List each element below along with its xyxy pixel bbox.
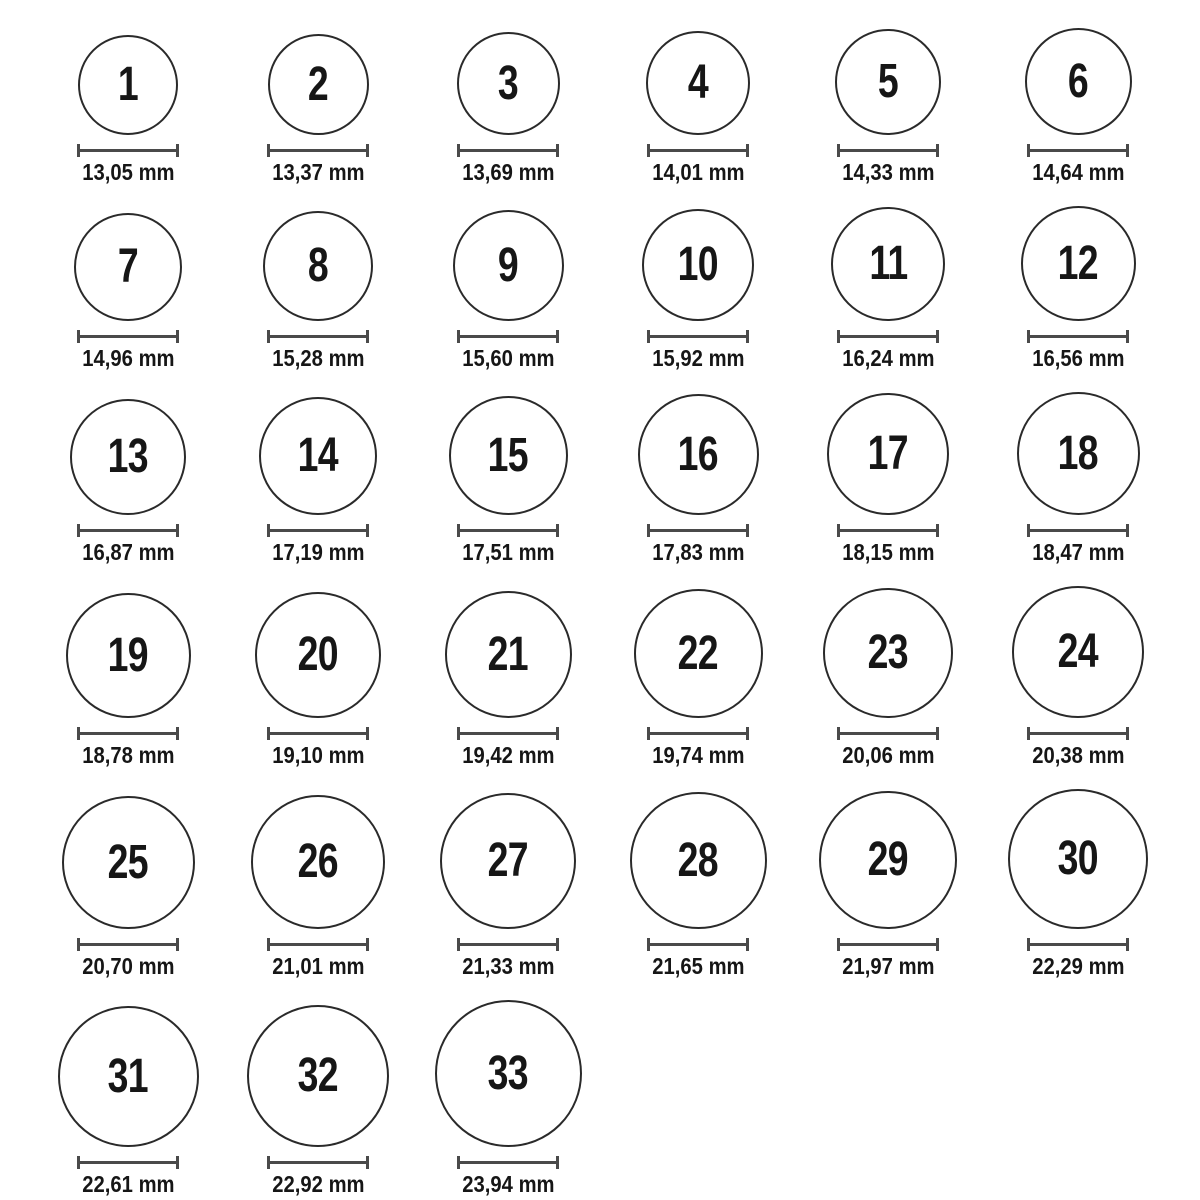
measure-bar <box>1027 529 1129 532</box>
measure-tick-left <box>837 144 840 157</box>
measure-tick-left <box>647 727 650 740</box>
measure-tick-right <box>366 524 369 537</box>
measure-bar <box>77 149 179 152</box>
diameter-label: 14,01 mm <box>651 159 745 185</box>
diameter-measure-line <box>647 938 749 951</box>
diameter-label: 21,65 mm <box>651 953 745 979</box>
ring-size-number: 7 <box>117 240 139 293</box>
measure-tick-left <box>1027 524 1030 537</box>
diameter-label: 15,60 mm <box>461 345 555 371</box>
ring-size-cell <box>33 1006 223 1196</box>
measure-tick-right <box>936 144 939 157</box>
diameter-measure-line <box>1027 144 1129 157</box>
diameter-measure-line <box>1027 938 1129 951</box>
ring-size-number: 13 <box>107 430 149 483</box>
diameter-label: 14,96 mm <box>81 345 175 371</box>
diameter-measure-line <box>77 727 179 740</box>
diameter-measure-line <box>267 524 369 537</box>
measure-tick-left <box>647 524 650 537</box>
ring-circle <box>259 397 377 515</box>
ring-circle <box>449 396 568 515</box>
ring-size-cell <box>223 397 413 564</box>
measure-tick-right <box>176 1156 179 1169</box>
diameter-label: 22,29 mm <box>1031 953 1125 979</box>
ring-size-number: 33 <box>487 1046 529 1100</box>
measure-tick-right <box>1126 938 1129 951</box>
measure-tick-right <box>1126 330 1129 343</box>
diameter-label: 13,05 mm <box>81 159 175 185</box>
ring-size-cell <box>33 593 223 767</box>
diameter-label: 14,33 mm <box>841 159 935 185</box>
measure-tick-right <box>936 938 939 951</box>
ring-size-number: 9 <box>497 238 519 292</box>
ring-size-number: 27 <box>487 834 529 887</box>
diameter-label: 16,56 mm <box>1031 345 1125 371</box>
measure-bar <box>267 529 369 532</box>
diameter-measure-line <box>647 144 749 157</box>
ring-size-cell <box>223 34 413 184</box>
diameter-label: 17,19 mm <box>271 539 365 565</box>
ring-size-number: 32 <box>297 1049 339 1102</box>
ring-size-number: 26 <box>297 835 339 888</box>
measure-tick-right <box>366 938 369 951</box>
measure-tick-left <box>457 727 460 740</box>
ring-circle <box>263 211 373 321</box>
ring-size-cell <box>793 588 983 767</box>
measure-tick-left <box>837 938 840 951</box>
diameter-measure-line <box>457 144 559 157</box>
ring-circle <box>835 29 941 135</box>
ring-size-cell <box>983 789 1173 978</box>
measure-tick-left <box>267 144 270 157</box>
measure-bar <box>647 732 749 735</box>
diameter-label: 17,83 mm <box>651 539 745 565</box>
measure-tick-left <box>77 330 80 343</box>
measure-bar <box>837 732 939 735</box>
ring-size-number: 30 <box>1057 832 1099 885</box>
measure-tick-right <box>936 727 939 740</box>
ring-circle <box>70 399 186 515</box>
ring-size-number: 19 <box>107 628 149 682</box>
ring-size-number: 24 <box>1057 625 1099 678</box>
diameter-measure-line <box>647 330 749 343</box>
measure-tick-right <box>936 330 939 343</box>
diameter-label: 17,51 mm <box>461 539 555 565</box>
measure-bar <box>647 335 749 338</box>
measure-tick-left <box>77 727 80 740</box>
measure-tick-right <box>746 727 749 740</box>
diameter-measure-line <box>457 1156 559 1169</box>
diameter-label: 14,64 mm <box>1031 159 1125 185</box>
ring-size-number: 4 <box>687 56 709 109</box>
ring-circle <box>247 1005 389 1147</box>
ring-size-cell <box>223 592 413 767</box>
measure-tick-left <box>457 144 460 157</box>
measure-tick-right <box>556 524 559 537</box>
diameter-measure-line <box>77 1156 179 1169</box>
measure-bar <box>647 149 749 152</box>
chart-row <box>33 206 1200 370</box>
ring-size-cell <box>793 29 983 184</box>
ring-size-number: 18 <box>1057 426 1099 480</box>
measure-tick-right <box>1126 144 1129 157</box>
ring-circle <box>1017 392 1140 515</box>
measure-tick-right <box>176 144 179 157</box>
ring-circle <box>819 791 957 929</box>
diameter-measure-line <box>457 938 559 951</box>
measure-tick-right <box>1126 727 1129 740</box>
ring-circle <box>1021 206 1136 321</box>
diameter-measure-line <box>837 524 939 537</box>
measure-bar <box>457 335 559 338</box>
measure-tick-right <box>556 144 559 157</box>
diameter-label: 22,92 mm <box>271 1171 365 1197</box>
ring-size-number: 8 <box>307 239 329 292</box>
measure-bar <box>647 943 749 946</box>
ring-size-cell <box>603 589 793 767</box>
ring-size-cell <box>603 394 793 564</box>
measure-tick-left <box>837 330 840 343</box>
diameter-label: 20,70 mm <box>81 953 175 979</box>
measure-tick-left <box>267 1156 270 1169</box>
measure-bar <box>457 149 559 152</box>
measure-tick-right <box>176 727 179 740</box>
ring-circle <box>58 1006 199 1147</box>
measure-bar <box>837 335 939 338</box>
diameter-label: 21,97 mm <box>841 953 935 979</box>
diameter-label: 20,38 mm <box>1031 742 1125 768</box>
ring-size-cell <box>413 210 603 370</box>
ring-size-cell <box>223 1005 413 1196</box>
ring-size-cell <box>223 211 413 370</box>
measure-bar <box>457 732 559 735</box>
measure-tick-left <box>267 524 270 537</box>
measure-tick-left <box>1027 330 1030 343</box>
measure-tick-left <box>267 938 270 951</box>
measure-tick-left <box>837 727 840 740</box>
diameter-measure-line <box>77 144 179 157</box>
ring-size-number: 23 <box>867 626 909 679</box>
chart-row <box>33 789 1200 978</box>
ring-size-number: 3 <box>497 56 519 110</box>
diameter-label: 21,33 mm <box>461 953 555 979</box>
ring-size-number: 21 <box>487 627 529 681</box>
diameter-measure-line <box>837 144 939 157</box>
measure-tick-right <box>176 330 179 343</box>
measure-tick-left <box>837 524 840 537</box>
measure-bar <box>77 732 179 735</box>
measure-tick-left <box>647 144 650 157</box>
chart-row <box>33 586 1200 767</box>
ring-size-number: 11 <box>868 237 908 290</box>
measure-tick-left <box>77 524 80 537</box>
diameter-label: 15,28 mm <box>271 345 365 371</box>
measure-tick-right <box>746 524 749 537</box>
measure-tick-left <box>647 330 650 343</box>
measure-tick-right <box>366 1156 369 1169</box>
ring-circle <box>66 593 191 718</box>
measure-tick-left <box>1027 144 1030 157</box>
ring-circle <box>445 591 572 718</box>
ring-size-cell <box>413 396 603 564</box>
diameter-measure-line <box>1027 330 1129 343</box>
diameter-label: 18,47 mm <box>1031 539 1125 565</box>
ring-circle <box>74 213 182 321</box>
measure-tick-left <box>77 1156 80 1169</box>
measure-tick-left <box>77 938 80 951</box>
diameter-measure-line <box>837 330 939 343</box>
diameter-measure-line <box>267 727 369 740</box>
ring-size-cell <box>33 213 223 370</box>
measure-tick-right <box>556 330 559 343</box>
diameter-measure-line <box>647 524 749 537</box>
ring-size-cell <box>33 796 223 978</box>
diameter-measure-line <box>457 330 559 343</box>
measure-tick-left <box>1027 938 1030 951</box>
measure-tick-right <box>746 144 749 157</box>
measure-tick-right <box>746 938 749 951</box>
ring-size-cell <box>33 35 223 184</box>
measure-tick-right <box>556 1156 559 1169</box>
diameter-label: 18,78 mm <box>81 742 175 768</box>
ring-size-cell <box>793 393 983 564</box>
diameter-label: 13,37 mm <box>271 159 365 185</box>
ring-size-cell <box>603 209 793 370</box>
ring-size-number: 10 <box>677 238 719 291</box>
measure-tick-right <box>746 330 749 343</box>
ring-size-cell <box>413 32 603 184</box>
ring-circle <box>435 1000 582 1147</box>
measure-tick-left <box>457 524 460 537</box>
diameter-measure-line <box>267 144 369 157</box>
diameter-label: 16,87 mm <box>81 539 175 565</box>
ring-circle <box>453 210 564 321</box>
ring-size-number: 22 <box>677 626 719 680</box>
ring-size-cell <box>223 795 413 978</box>
ring-size-cell <box>983 206 1173 370</box>
ring-circle <box>251 795 385 929</box>
diameter-measure-line <box>837 938 939 951</box>
ring-circle <box>823 588 953 718</box>
measure-bar <box>1027 149 1129 152</box>
diameter-measure-line <box>267 938 369 951</box>
ring-size-number: 6 <box>1067 54 1089 108</box>
ring-size-number: 12 <box>1057 236 1099 290</box>
diameter-label: 22,61 mm <box>81 1171 175 1197</box>
diameter-measure-line <box>267 330 369 343</box>
ring-circle <box>268 34 369 135</box>
measure-tick-left <box>267 330 270 343</box>
diameter-measure-line <box>1027 727 1129 740</box>
diameter-measure-line <box>77 330 179 343</box>
measure-bar <box>77 335 179 338</box>
measure-bar <box>267 1161 369 1164</box>
diameter-label: 19,42 mm <box>461 742 555 768</box>
ring-circle <box>638 394 759 515</box>
measure-bar <box>457 943 559 946</box>
diameter-measure-line <box>457 524 559 537</box>
ring-circle <box>630 792 767 929</box>
measure-bar <box>1027 943 1129 946</box>
diameter-measure-line <box>1027 524 1129 537</box>
diameter-measure-line <box>267 1156 369 1169</box>
ring-size-cell <box>603 792 793 978</box>
measure-tick-left <box>647 938 650 951</box>
diameter-label: 18,15 mm <box>841 539 935 565</box>
ring-size-number: 5 <box>877 55 899 108</box>
ring-size-number: 31 <box>107 1049 149 1103</box>
measure-tick-left <box>457 1156 460 1169</box>
ring-size-number: 29 <box>867 833 909 886</box>
diameter-label: 13,69 mm <box>461 159 555 185</box>
ring-circle <box>646 31 750 135</box>
ring-size-cell <box>603 31 793 184</box>
measure-tick-right <box>366 144 369 157</box>
diameter-label: 20,06 mm <box>841 742 935 768</box>
measure-bar <box>837 529 939 532</box>
measure-tick-right <box>176 938 179 951</box>
measure-bar <box>647 529 749 532</box>
ring-size-cell <box>413 591 603 767</box>
measure-bar <box>77 1161 179 1164</box>
ring-size-cell <box>413 793 603 978</box>
diameter-measure-line <box>837 727 939 740</box>
chart-row <box>33 392 1200 564</box>
measure-tick-right <box>366 727 369 740</box>
measure-tick-right <box>556 938 559 951</box>
measure-tick-right <box>556 727 559 740</box>
diameter-label: 19,10 mm <box>271 742 365 768</box>
ring-size-cell <box>413 1000 603 1196</box>
diameter-measure-line <box>77 524 179 537</box>
ring-circle <box>634 589 763 718</box>
diameter-label: 19,74 mm <box>651 742 745 768</box>
ring-size-cell <box>793 207 983 370</box>
diameter-label: 15,92 mm <box>651 345 745 371</box>
measure-tick-right <box>176 524 179 537</box>
measure-bar <box>1027 335 1129 338</box>
ring-circle <box>440 793 576 929</box>
ring-size-cell <box>983 28 1173 184</box>
ring-size-number: 2 <box>307 57 329 111</box>
chart-row <box>33 28 1200 184</box>
measure-bar <box>267 149 369 152</box>
ring-size-number: 20 <box>297 628 339 681</box>
diameter-measure-line <box>457 727 559 740</box>
ring-circle <box>831 207 945 321</box>
ring-size-number: 16 <box>677 427 719 481</box>
measure-bar <box>267 943 369 946</box>
ring-size-cell <box>793 791 983 978</box>
ring-circle <box>827 393 949 515</box>
diameter-label: 16,24 mm <box>841 345 935 371</box>
ring-size-number: 17 <box>867 427 909 480</box>
ring-circle <box>62 796 195 929</box>
measure-tick-right <box>366 330 369 343</box>
measure-bar <box>837 943 939 946</box>
measure-tick-left <box>77 144 80 157</box>
measure-tick-left <box>457 330 460 343</box>
measure-tick-right <box>936 524 939 537</box>
ring-circle <box>457 32 560 135</box>
ring-size-number: 15 <box>487 428 529 482</box>
diameter-measure-line <box>77 938 179 951</box>
ring-circle <box>1008 789 1148 929</box>
measure-bar <box>457 1161 559 1164</box>
measure-bar <box>267 335 369 338</box>
ring-circle <box>1025 28 1132 135</box>
measure-bar <box>77 529 179 532</box>
chart-row <box>33 1000 1200 1196</box>
ring-circle <box>1012 586 1144 718</box>
measure-bar <box>457 529 559 532</box>
ring-size-cell <box>983 392 1173 564</box>
measure-bar <box>267 732 369 735</box>
ring-size-cell <box>983 586 1173 767</box>
ring-size-number: 25 <box>107 835 149 889</box>
diameter-measure-line <box>647 727 749 740</box>
measure-tick-left <box>457 938 460 951</box>
diameter-label: 23,94 mm <box>461 1171 555 1197</box>
ring-circle <box>642 209 754 321</box>
measure-tick-left <box>267 727 270 740</box>
ring-circle <box>78 35 178 135</box>
ring-size-number: 14 <box>297 429 339 482</box>
diameter-label: 21,01 mm <box>271 953 365 979</box>
ring-size-cell <box>33 399 223 564</box>
measure-tick-right <box>1126 524 1129 537</box>
measure-tick-left <box>1027 727 1030 740</box>
measure-bar <box>77 943 179 946</box>
ring-circle <box>255 592 381 718</box>
ring-size-number: 1 <box>117 58 139 111</box>
measure-bar <box>1027 732 1129 735</box>
measure-bar <box>837 149 939 152</box>
ring-size-number: 28 <box>677 833 719 887</box>
